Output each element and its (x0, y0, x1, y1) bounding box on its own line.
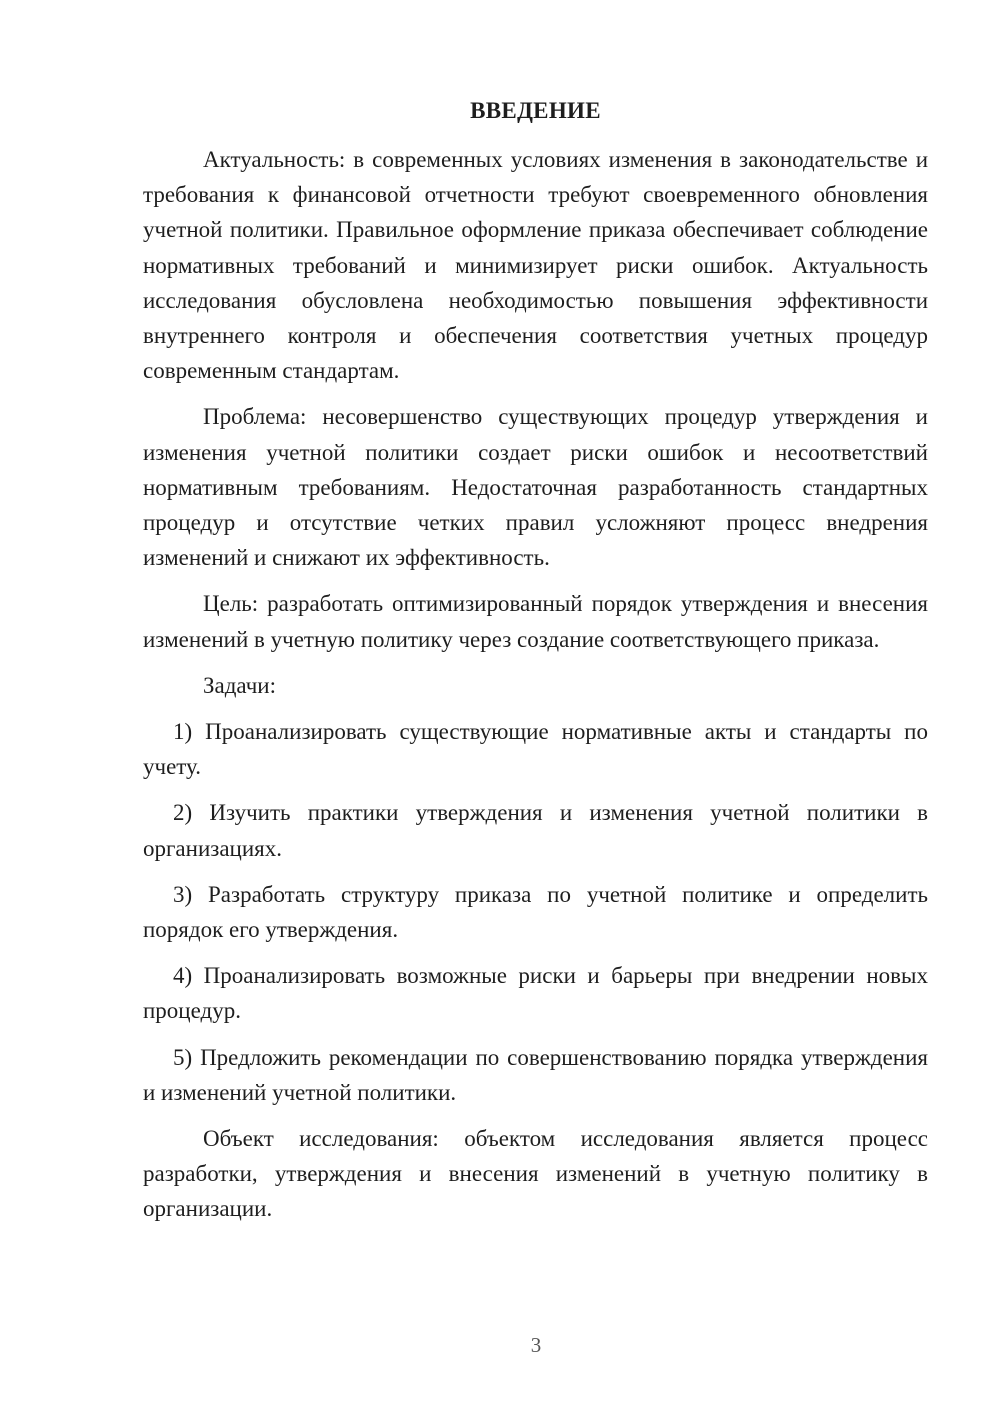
task-item: 4) Проанализировать возможные риски и барьеры при внедрении новых процедур. (143, 963, 928, 1024)
task-item: 1) Проанализировать существующие нормативные акты и стандарты по учету. (143, 719, 928, 780)
paragraph-object: Объект исследования: объектом исследования является процесс разработки, утверждения и внесения изменений в учетную политику в организации. (143, 1126, 928, 1222)
paragraph-goal: Цель: разработать оптимизированный порядок утверждения и внесения изменений в учетную политику через создание соответствующего приказа. (143, 591, 928, 652)
task-item: 5) Предложить рекомендации по совершенствованию порядка утверждения и изменений учетной политики. (143, 1044, 928, 1105)
tasks-label: Задачи: (203, 672, 276, 698)
paragraph-relevance: Актуальность: в современных условиях изменения в законодательстве и требования к финансовой отчетности требуют своевременного обновления учетной политики. Правильное оформление приказа обеспечивает соблюдение нормативных требований и минимизирует риски ошибок. Актуальность исследования обусловлена необходимостью повышения эффективности внутреннего контроля и обеспечения соответствия учетных процедур современным стандартам. (143, 147, 928, 384)
task-item: 2) Изучить практики утверждения и изменения учетной политики в организациях. (143, 800, 928, 861)
page-title: ВВЕДЕНИЕ (470, 98, 601, 123)
document-body (143, 142, 928, 1238)
task-item: 3) Разработать структуру приказа по учетной политике и определить порядок его утверждения. (143, 881, 928, 943)
paragraph-problem: Проблема: несовершенство существующих процедур утверждения и изменения учетной политики создает риски ошибок и несоответствий нормативным требованиям. Недостаточная разработанность стандартных процедур и отсутствие четких правил усложняют процесс внедрения изменений и снижают их эффективность. (143, 404, 928, 571)
page-number: 3 (530, 1333, 542, 1357)
